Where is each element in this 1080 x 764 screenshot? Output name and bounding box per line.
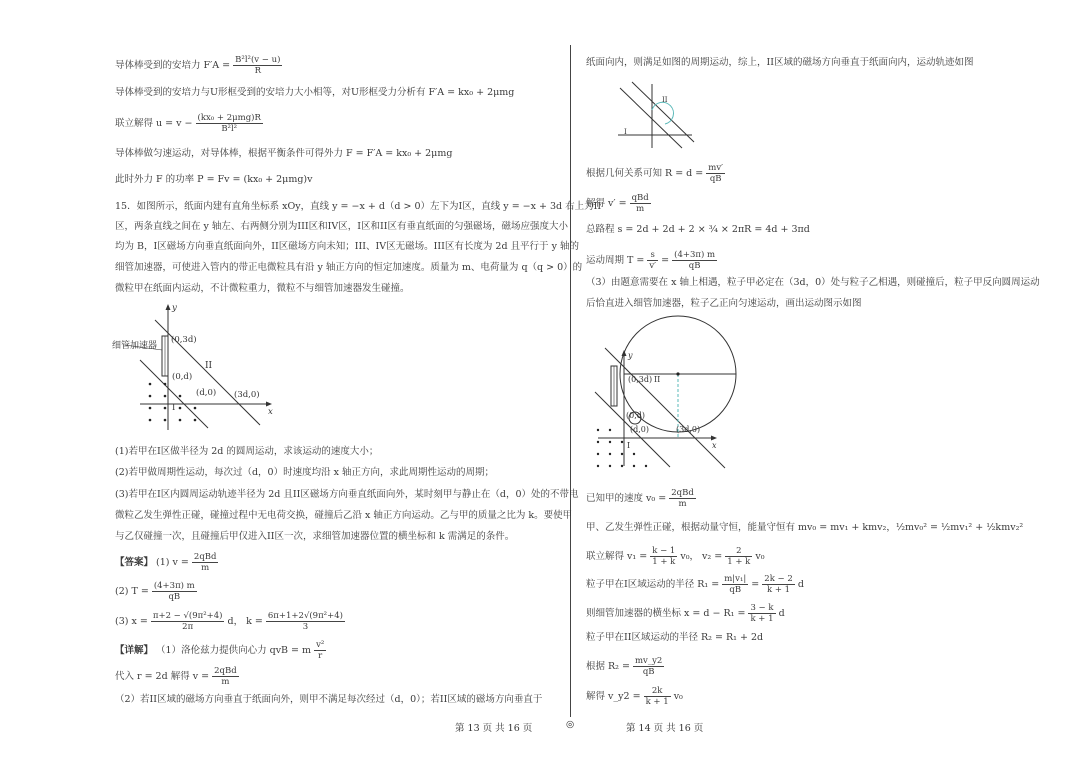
detail-tag: 【详解】 [115, 645, 154, 656]
numerator: 6π+1+2√(9π²+4) [267, 611, 343, 621]
R2-relation [586, 656, 664, 677]
numerator: π+2 − √(9π²+4) [152, 611, 223, 621]
fraction [233, 55, 282, 76]
label-x-axis: x [712, 441, 717, 450]
label-y-axis: y [628, 351, 633, 360]
fraction [633, 656, 664, 677]
text: (3) x = [115, 616, 148, 627]
denominator: qB [688, 261, 701, 271]
subquestion-2: (2)若甲做周期性运动，每次过（d，0）时速度均沿 x 轴正方向，求此周期性运动的周期； [115, 467, 494, 478]
conservation-equations: 甲、乙发生弹性正碰，根据动量守恒，能量守恒有 mv₀ = mv₁ + kmv₂，½mv₀² = ½mv₁² + ½kmv₂² [586, 522, 1024, 533]
denominator: 2π [182, 622, 194, 632]
fraction [266, 611, 345, 632]
text: (1) v = [156, 557, 189, 568]
fraction [650, 546, 677, 567]
numerator: (4+3π) m [153, 581, 195, 591]
text: F′A = [203, 60, 231, 71]
numerator: k − 1 [652, 546, 676, 556]
label-region-II: II [205, 361, 213, 371]
text: 则细管加速器的横坐标 x = d − R₁ = [586, 608, 746, 619]
label-d-0: (d,0) [196, 388, 217, 398]
fraction [748, 603, 775, 624]
label-x-axis: x [268, 407, 273, 417]
text: 根据几何关系可知 R = d = [586, 168, 704, 179]
text: 根据 R₂ = [586, 661, 630, 672]
denominator: m [221, 677, 230, 687]
page-14 [570, 0, 1080, 764]
denominator: 1 + k [727, 557, 751, 567]
boundary-line-2 [632, 82, 694, 142]
solve-v1-v2 [586, 546, 765, 567]
label-accelerator: 细管加速器 [112, 341, 158, 351]
total-path: 总路程 s = 2d + 2d + 2 × ¾ × 2πR = 4d + 3πd [586, 224, 810, 235]
figure-1-coordinate-diagram [110, 300, 290, 435]
fraction [669, 488, 696, 509]
fraction [151, 611, 225, 632]
numerator: 2 [725, 546, 752, 557]
text-line: 导体棒受到的安培力与U形框受到的安培力大小相等，对U形框受力分析有 F′A = kx₀ + 2μmg [115, 87, 515, 98]
field-dots [597, 429, 647, 467]
numerator: 2k [644, 686, 671, 697]
text: d [797, 579, 804, 590]
text: 联立解得 u = v − [115, 118, 193, 129]
text: = [661, 255, 670, 266]
denominator: qB [642, 667, 655, 677]
denominator: B²l² [221, 124, 238, 134]
denominator: r [318, 651, 323, 661]
numerator: (4+3π) m [674, 250, 716, 260]
page-number: 第 13 页 共 16 页 [455, 723, 533, 734]
text: (2) T = [115, 586, 149, 597]
fraction [644, 686, 671, 707]
circle-center-point [676, 372, 679, 375]
fraction [647, 250, 658, 271]
text: 解得 v′ = [586, 198, 627, 209]
label-0-3d: (0,3d) [171, 335, 197, 345]
fraction [630, 193, 651, 214]
solve-vy2 [586, 686, 683, 707]
figure-3-collision-diagram [590, 318, 770, 478]
numerator: m|v₁| [724, 574, 747, 584]
label-region-I: I [627, 441, 631, 450]
x-axis-arrow [711, 436, 717, 441]
label-y-axis: y [172, 303, 177, 313]
label-d-0: (d,0) [630, 425, 649, 434]
label-0-d: (0,d) [172, 372, 193, 382]
text-line: （2）若II区域的磁场方向垂直于纸面向外，则甲不满足每次经过（d，0）；若II区域的磁场方向垂直于 [115, 694, 543, 705]
text: 粒子甲在I区域运动的半径 R₁ = [586, 579, 720, 590]
numerator: 2qBd [214, 666, 237, 676]
page-number: 第 14 页 共 16 页 [626, 723, 704, 734]
fraction [196, 113, 263, 134]
answer-tag: 【答案】 [115, 557, 154, 568]
binding-mark: ◎ [566, 719, 575, 730]
subquestion-1: (1)若甲在I区做半径为 2d 的圆周运动，求该运动的速度大小； [115, 446, 379, 457]
numerator: 2qBd [671, 488, 694, 498]
y-axis-arrow [622, 350, 627, 356]
subquestion-3: (3)若甲在I区内圆周运动轨迹半径为 2d 且II区磁场方向垂直纸面向外，某时刻甲与静止在（d，0）处的不带电 [115, 489, 579, 500]
question-line: 15．如图所示，纸面内建有直角坐标系 xOy，直线 y = −x + d（d > 0）左下为I区，直线 y = −x + 3d 右上为II [115, 201, 602, 212]
text: （1）洛伦兹力提供向心力 qvB = m [156, 645, 312, 656]
denominator: 3 [302, 622, 309, 632]
question-line: 细管加速器，可使进入管内的带正电微粒具有沿 y 轴正方向的恒定加速度。质量为 m、电荷量为 q（q > 0）的 [115, 262, 583, 273]
label-region-I: I [172, 403, 176, 413]
text: 解得 v_y2 = [586, 691, 641, 702]
text: d， k = [227, 616, 263, 627]
text: 联立解得 v₁ = [586, 551, 648, 562]
x-axis-arrow [266, 402, 272, 407]
label-3d-0: (3d,0) [234, 390, 260, 400]
geometry-relation [586, 163, 725, 184]
label-0-3d: (0,3d) [628, 375, 653, 384]
question-line: 均为 B，I区磁场方向垂直纸面向外，II区磁场方向未知；III、IV区无磁场。III区有长度为 2d 且平行于 y 轴的 [115, 241, 579, 252]
label-0-d: (0,d) [626, 411, 645, 420]
text: v₀ [673, 691, 683, 702]
fraction [706, 163, 725, 184]
question-line: 区，两条直线之间在 y 轴左、右两侧分别为III区和IV区，I区和II区有垂直纸面的匀强磁场，磁场应强度大小 [115, 221, 569, 232]
subquestion-3: 微粒乙发生弹性正碰，碰撞过程中无电荷交换，碰撞后乙沿 x 轴正方向运动。乙与甲的质量之比为 k。要使甲 [115, 510, 573, 521]
denominator: qB [729, 585, 742, 595]
figure-2-trajectory [610, 80, 700, 150]
denominator: 1 + k [652, 557, 676, 567]
numerator: qBd [631, 193, 649, 203]
denominator: k + 1 [645, 697, 669, 707]
radius-R1 [586, 574, 804, 595]
denominator: qB [709, 174, 722, 184]
label-region-II: II [662, 96, 668, 104]
fraction [725, 546, 752, 567]
denominator: R [254, 66, 261, 76]
fraction [192, 552, 219, 573]
denominator: v′ [649, 261, 657, 271]
accelerator-x [586, 603, 785, 624]
line-y-eq-neg-x-plus-3d [605, 348, 725, 468]
text: 代入 r = 2d 解得 v = [115, 671, 210, 682]
radius-R2: 粒子甲在II区域运动的半径 R₂ = R₁ + 2d [586, 632, 764, 643]
text: v₀， v₂ = [680, 551, 723, 562]
field-dots [149, 383, 197, 422]
question-line: 微粒甲在纸面内运动，不计微粒重力，微粒不与细管加速器发生碰撞。 [115, 283, 410, 294]
numerator: mv′ [708, 163, 724, 173]
denominator: k + 1 [766, 585, 791, 595]
detail-2 [115, 666, 239, 687]
denominator: qB [168, 592, 181, 602]
text: v₀ [755, 551, 765, 562]
denominator: m [636, 204, 645, 214]
answer-2 [115, 581, 197, 602]
fraction [212, 666, 239, 687]
label-region-I: I [624, 128, 627, 136]
text-line: 纸面向内，则满足如图的周期运动，综上，II区域的磁场方向垂直于纸面向内，运动轨迹如图 [586, 57, 974, 68]
label-3d-0: (3d,0) [676, 425, 701, 434]
fraction [762, 574, 795, 595]
denominator: m [201, 563, 210, 573]
numerator: (kx₀ + 2μmg)R [197, 113, 261, 123]
numerator: 2qBd [193, 552, 217, 562]
denominator: k + 1 [750, 614, 774, 624]
fraction [722, 574, 748, 595]
trajectory-arc [652, 102, 673, 124]
answer-3 [115, 611, 345, 632]
text-line: 导体棒做匀速运动，对导体棒，根据平衡条件可得外力 F = F′A = kx₀ + 2μmg [115, 148, 453, 159]
solve-u [115, 113, 263, 134]
numerator: v² [316, 640, 325, 650]
subquestion-3: 与乙仅碰撞一次，且碰撞后甲仅进入II区一次，求细管加速器位置的横坐标和 k 需满足的条件。 [115, 531, 515, 542]
detail-1 [115, 640, 326, 661]
initial-velocity [586, 488, 696, 509]
solve-v-prime [586, 193, 651, 214]
answer-1 [115, 552, 218, 573]
fraction [672, 250, 717, 271]
force-formula [115, 55, 282, 76]
text-line: 后恰直进入细管加速器，粒子乙正向匀速运动，画出运动图示如图 [586, 298, 862, 309]
text: = [751, 579, 760, 590]
fraction [314, 640, 326, 661]
label-region-II: II [654, 375, 661, 384]
text: 已知甲的速度 v₀ = [586, 493, 667, 504]
numerator: s [647, 250, 658, 261]
text-line: 此时外力 F 的功率 P = Fv = (kx₀ + 2μmg)v [115, 174, 313, 185]
text: 导体棒受到的安培力 [115, 60, 201, 71]
text-line: （3）由题意需要在 x 轴上相遇，粒子甲必定在（3d，0）处与粒子乙相遇，则碰撞后，粒子甲反向圆周运动 [586, 277, 1040, 288]
y-axis-arrow [166, 304, 171, 310]
numerator: mv_y2 [635, 656, 663, 666]
fraction [152, 581, 197, 602]
text: 运动周期 T = [586, 255, 645, 266]
numerator: 3 − k [750, 603, 774, 613]
numerator: B²l²(v − u) [235, 55, 281, 65]
text: d [778, 608, 785, 619]
numerator: 2k − 2 [764, 574, 793, 584]
denominator: m [678, 499, 687, 509]
period-formula [586, 250, 717, 271]
